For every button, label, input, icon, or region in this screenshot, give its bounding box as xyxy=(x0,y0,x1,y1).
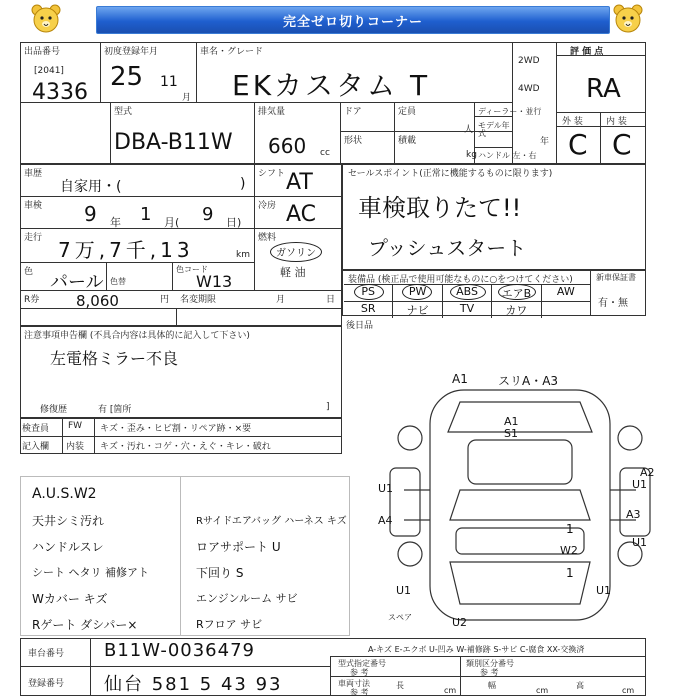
inspector-label: 検査員 xyxy=(22,424,50,434)
retrofit-label: 後日品 xyxy=(346,321,374,331)
bear-mascot-right-icon xyxy=(610,2,646,38)
lot-label: 出品番号 xyxy=(24,47,61,57)
equip-pw: PW xyxy=(393,285,442,301)
recorder-label: 記入欄 xyxy=(22,442,50,452)
name-change-month: 月 xyxy=(276,295,286,305)
car-name: EKカスタム T xyxy=(232,69,431,102)
inspection-note: A.U.S.W2 xyxy=(32,486,97,502)
model-year-label: モデル年式 xyxy=(478,121,510,138)
color-code-value: W13 xyxy=(196,272,233,291)
load-unit: kg xyxy=(466,150,477,160)
width-label: 幅 xyxy=(488,681,496,690)
plate-label: 登録番号 xyxy=(28,679,65,689)
equip-navi: ナビ xyxy=(393,302,442,318)
notes-label: 注意事項申告欄 (不具合内容は具体的に記入して下さい) xyxy=(24,331,250,341)
repair-label: 修復歴 xyxy=(40,405,68,415)
fuel-alt: 軽 油 xyxy=(280,266,306,279)
inspect-month: 1 xyxy=(140,204,152,225)
mileage-value: 7万,7千,13 xyxy=(58,238,194,262)
warranty-label: 新車保証書 xyxy=(596,273,636,282)
equip-abs-circle xyxy=(450,284,486,300)
damage-legend: A-キズ E-エクボ U-凹み W-補修跡 S-サビ C-腐食 XX-交換済 xyxy=(368,645,585,654)
inspection-note-right: Rフロア サビ xyxy=(196,618,263,631)
mark-w2: W2 xyxy=(560,544,578,557)
mark-1: 1 xyxy=(566,522,574,536)
recycle-value: 8,060 xyxy=(76,292,119,310)
mark-a1-top: A1 xyxy=(452,372,468,386)
plate-value: 仙台 581 5 43 93 xyxy=(104,674,283,695)
exterior-label: 外 装 xyxy=(562,117,583,127)
sales-label: セールスポイント(正常に機能するものに限ります) xyxy=(348,169,553,179)
interior-label: 内 装 xyxy=(606,117,627,127)
mark-u1-bottom-right: U1 xyxy=(596,584,612,597)
inspection-note: ハンドルスレ xyxy=(32,540,104,554)
equip-airbag-circle xyxy=(498,284,536,300)
shape-label: 形状 xyxy=(344,136,363,146)
lot-number: 4336 xyxy=(32,80,88,105)
inspection-note: シート ヘタリ 補修アト xyxy=(32,566,149,579)
interior-items: キズ・汚れ・コゲ・穴・えぐ・キレ・破れ xyxy=(100,442,271,452)
inspect-day-unit: 日) xyxy=(226,216,242,229)
recycle-unit: 円 xyxy=(160,295,170,305)
inspect-day: 9 xyxy=(202,204,214,225)
reg-label: 初度登録年月 xyxy=(104,47,159,57)
model-spec-label: 型式指定番号 xyxy=(338,659,386,668)
inspection-note-right: エンジンルーム サビ xyxy=(196,592,298,605)
section-banner xyxy=(96,6,610,34)
grade-label: 評 価 点 xyxy=(570,47,604,57)
model-value: DBA-B11W xyxy=(114,130,233,155)
interior-value: C xyxy=(612,128,632,161)
grade-value: RA xyxy=(586,74,621,104)
year-unit: 年 xyxy=(540,137,550,147)
mark-u1-right: U1 xyxy=(632,478,648,491)
reg-month: 11 xyxy=(160,74,178,90)
model-label: 型式 xyxy=(114,107,133,117)
doors-label: ドア xyxy=(344,107,362,117)
height-unit: cm xyxy=(622,686,635,695)
fw-items: キズ・歪み・ヒビ割・リペア跡・×要 xyxy=(100,424,252,434)
notes-value: 左電格ミラー不良 xyxy=(50,349,179,368)
equip-tv: TV xyxy=(443,302,492,318)
shift-label: シフト xyxy=(258,169,286,179)
size-ref: 参 考 xyxy=(350,688,369,697)
color-code-label: 色コード xyxy=(176,265,208,274)
person-unit: 人 xyxy=(464,125,474,135)
mark-u1-bottom-left: U1 xyxy=(396,584,412,597)
displacement-value: 660 xyxy=(268,134,307,158)
chassis-value: B11W-0036479 xyxy=(104,640,255,661)
history-close: ) xyxy=(240,176,246,192)
model-spec-ref: 参 考 xyxy=(350,668,369,677)
name-change-day: 日 xyxy=(326,295,336,305)
checker-interior-label: 内装 xyxy=(66,442,85,452)
length-label: 長 xyxy=(396,681,404,690)
mileage-label: 走行 xyxy=(24,233,43,243)
mark-a3-right: A3 xyxy=(626,508,641,521)
car-damage-diagram xyxy=(370,372,670,636)
mark-roof: A1 S1 xyxy=(504,415,519,440)
displacement-label: 排気量 xyxy=(258,107,286,117)
equip-airbag: エアB xyxy=(492,285,541,301)
reg-year: 25 xyxy=(110,62,144,92)
equip-leather: カワ xyxy=(492,302,541,318)
capacity-label: 定員 xyxy=(398,107,417,117)
bear-mascot-left-icon xyxy=(28,2,64,38)
fw-label: FW xyxy=(68,421,83,431)
repair-close: ] xyxy=(326,402,330,412)
drive-4wd: 4WD xyxy=(518,84,540,94)
fuel-value: ガソリン xyxy=(276,248,316,259)
inspection-label: 車検 xyxy=(24,201,43,211)
color-label: 色 xyxy=(24,267,34,277)
width-unit: cm xyxy=(536,686,549,695)
class-ref: 参 考 xyxy=(480,668,499,677)
mark-a3-top: スリA・A3 xyxy=(498,374,559,388)
repair-value: 有 [箇所 xyxy=(98,405,132,415)
inspect-year: 9 xyxy=(84,202,97,226)
sales-point-1: 車検取りたて!! xyxy=(358,194,522,222)
warranty-value: 有・無 xyxy=(598,298,628,309)
load-label: 積載 xyxy=(398,136,417,146)
dealer-label: ディーラー・並行 xyxy=(478,107,542,116)
equipment-label: 装備品 (検正品で使用可能なものに○をつけてください) xyxy=(348,275,573,285)
fuel-label: 燃料 xyxy=(258,233,277,243)
class-label: 類別区分番号 xyxy=(466,659,514,668)
recycle-label: R券 xyxy=(24,295,40,305)
handle-label: ハンドル 左・右 xyxy=(478,151,537,160)
color-value: パール xyxy=(50,272,104,293)
name-label: 車名・グレード xyxy=(200,47,264,57)
equip-pw-circle xyxy=(402,284,432,300)
inspection-note: 天井シミ汚れ xyxy=(32,514,105,528)
spare-label: スペア xyxy=(388,613,412,622)
history-value: 自家用・( xyxy=(60,179,122,195)
inspect-year-unit: 年 xyxy=(110,216,121,229)
lot-code: [2041] xyxy=(34,66,64,76)
inspection-note: Wカバー キズ xyxy=(32,592,108,606)
equip-ps-circle xyxy=(354,284,384,300)
sales-point-2: プッシュスタート xyxy=(368,236,527,260)
drive-2wd: 2WD xyxy=(518,56,540,66)
equip-sr: SR xyxy=(344,302,393,318)
equip-aw: AW xyxy=(556,285,575,298)
banner-title: 完全ゼロ切りコーナー xyxy=(282,14,423,30)
shift-value: AT xyxy=(286,170,313,195)
mileage-unit: km xyxy=(236,250,250,260)
exterior-value: C xyxy=(568,128,588,161)
name-change-label: 名変期限 xyxy=(180,295,217,305)
aircon-label: 冷房 xyxy=(258,201,277,211)
mark-u1-lower: U1 xyxy=(632,536,648,549)
displacement-unit: cc xyxy=(320,148,330,158)
size-label: 車両寸法 xyxy=(338,679,370,688)
mark-u1-left: U1 xyxy=(378,482,394,495)
inspection-note-right: Rサイドエアバッグ ハーネス キズ xyxy=(196,516,347,527)
inspection-note-right: 下回り S xyxy=(196,566,244,580)
mark-1b: 1 xyxy=(566,566,574,580)
inspection-note: Rゲート ダシパー× xyxy=(32,618,138,632)
aircon-value: AC xyxy=(286,202,317,227)
height-label: 高 xyxy=(576,681,584,690)
color-change-label: 色替 xyxy=(110,277,126,286)
mark-a4-left: A4 xyxy=(378,514,393,527)
equip-ps: PS xyxy=(344,285,393,301)
reg-month-unit: 月 xyxy=(182,93,192,103)
inspect-month-unit: 月( xyxy=(164,216,180,229)
inspection-note-right: ロアサポート U xyxy=(196,540,281,554)
mark-a2: A2 xyxy=(640,466,655,479)
chassis-label: 車台番号 xyxy=(28,649,65,659)
mark-u2: U2 xyxy=(452,616,468,629)
history-label: 車歴 xyxy=(24,169,43,179)
equip-abs: ABS xyxy=(443,285,492,301)
length-unit: cm xyxy=(444,686,457,695)
